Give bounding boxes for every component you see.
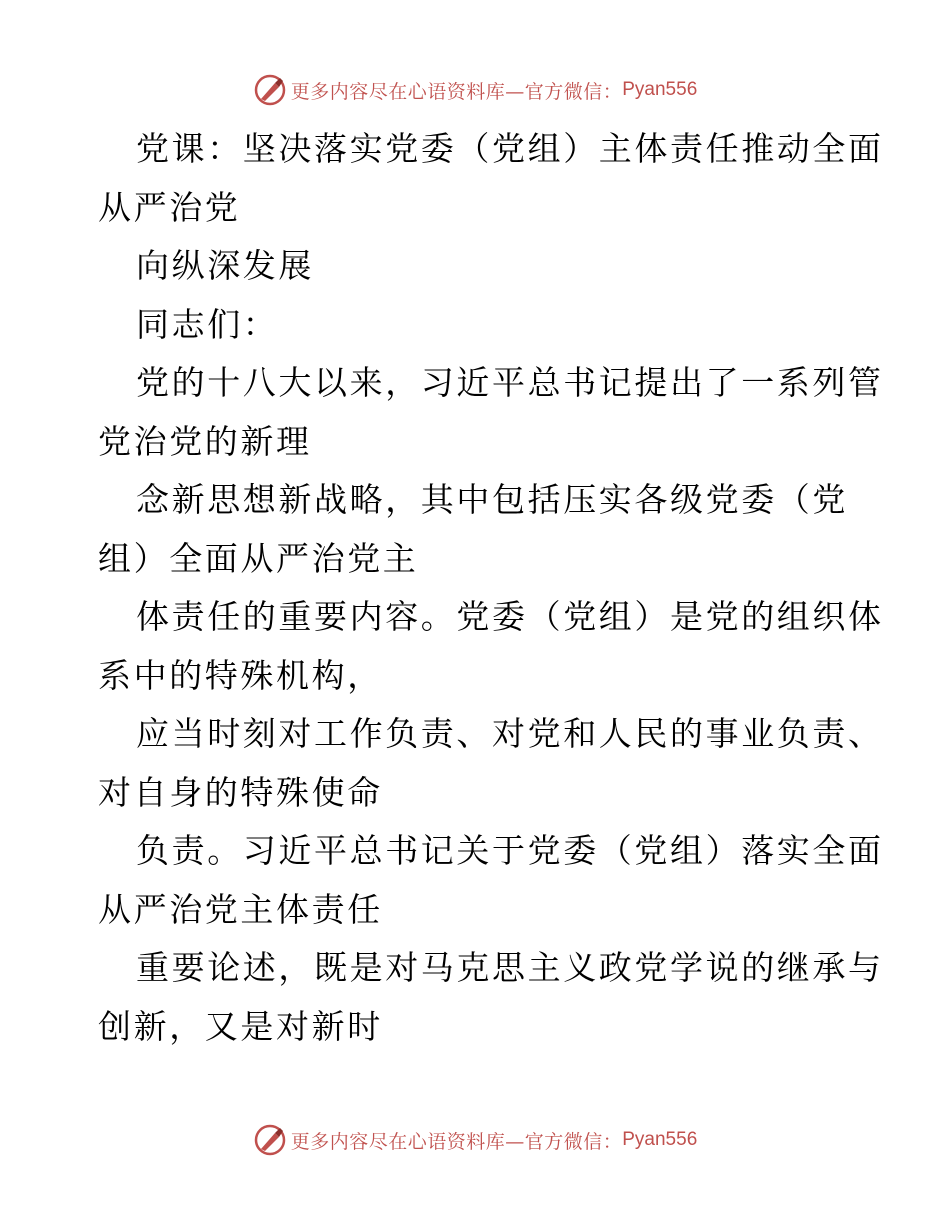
banner-text: 更多内容尽在心语资料库—官方微信： — [290, 1130, 623, 1153]
text-line: 对自身的特殊使命 — [98, 772, 383, 812]
pen-nib-logo-icon — [253, 73, 287, 107]
footer-banner — [0, 1120, 950, 1160]
text-line: 党治党的新理 — [98, 421, 312, 461]
banner-wechat-id: Pyan556 — [622, 1129, 698, 1150]
text-line: 同志们： — [136, 304, 279, 344]
text-line: 组）全面从严治党主 — [98, 538, 419, 578]
text-line: 应当时刻对工作负责、对党和人民的事业负责、 — [136, 714, 884, 753]
banner-wechat-id: Pyan556 — [622, 79, 698, 100]
text-line: 系中的特殊机构， — [98, 655, 383, 695]
text-line: 党的十八大以来，习近平总书记提出了一系列管 — [136, 363, 884, 402]
text-line: 负责。习近平总书记关于党委（党组）落实全面 — [136, 831, 884, 870]
text-line: 党课：坚决落实党委（党组）主体责任推动全面 — [136, 129, 884, 168]
text-line: 体责任的重要内容。党委（党组）是党的组织体 — [136, 597, 884, 636]
text-line: 重要论述，既是对马克思主义政党学说的继承与 — [136, 948, 884, 987]
header-banner — [0, 70, 950, 110]
text-line: 从严治党主体责任 — [98, 889, 383, 929]
pen-nib-logo-icon — [253, 1123, 287, 1157]
text-line: 向纵深发展 — [136, 246, 314, 285]
banner-text: 更多内容尽在心语资料库—官方微信： — [290, 80, 623, 103]
text-line: 从严治党 — [98, 187, 241, 227]
text-line: 创新，又是对新时 — [98, 1006, 383, 1046]
text-line: 念新思想新战略，其中包括压实各级党委（党 — [136, 480, 848, 519]
document-body — [98, 120, 884, 1056]
